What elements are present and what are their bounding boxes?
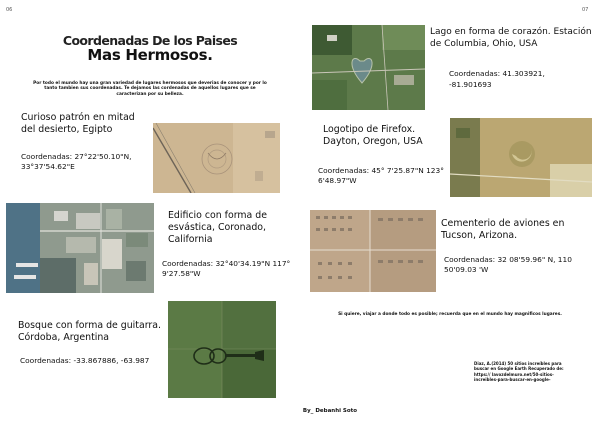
tucson-coords: Coordenadas: 32 08'59.96" N, 110 50'09.03 'W bbox=[444, 255, 572, 274]
closing-text: Si quiere, viajar a donde todo es posible; recuerda que en el mundo hay magnificos lugares. bbox=[338, 312, 562, 317]
cordoba-title: Bosque con forma de guitarra. Córdoba, Argentina bbox=[18, 320, 161, 343]
page-subtitle: Mas Hermosos. bbox=[87, 46, 213, 64]
egypt-coords: Coordenadas: 27°22'50.10"N, 33°37'54.62"E bbox=[21, 152, 132, 171]
egypt-title: Curioso patrón en mitad del desierto, Egipto bbox=[21, 112, 135, 135]
page-number-right: 07 bbox=[582, 7, 589, 13]
heart-lake-photo bbox=[312, 25, 425, 110]
tucson-title: Cementerio de aviones en Tucson, Arizona. bbox=[441, 218, 565, 241]
coronado-building-photo bbox=[6, 203, 154, 293]
egypt-desert-photo bbox=[153, 123, 280, 193]
firefox-logo-photo bbox=[450, 118, 592, 197]
ohio-title: Lago en forma de corazón. Estación de Columbia, Ohio, USA bbox=[430, 27, 592, 49]
ohio-coords: Coordenadas: 41.303921, -81.901693 bbox=[449, 69, 545, 89]
author-credit: By_ Debanhi Soto bbox=[302, 408, 358, 414]
cordoba-coords: Coordenadas: -33.867886, -63.987 bbox=[20, 356, 150, 365]
coronado-coords: Coordenadas: 32°40'34.19"N 117° 9'27.58"W bbox=[162, 259, 291, 278]
airplane-cemetery-photo bbox=[310, 210, 436, 292]
guitar-forest-photo bbox=[168, 301, 276, 398]
page-number-left: 06 bbox=[6, 7, 13, 13]
firefox-coords: Coordenadas: 45° 7'25.87"N 123° 6'48.97"W bbox=[318, 166, 444, 185]
citation-text: Diaz, A.(2014) 50 sitios increíbles para buscar en Google Earth Recuperado de: https:// lavozdelmuro.net/50-sitios-increibles-para-buscar-en-google- bbox=[474, 361, 564, 383]
page-title: Coordenadas De los Paises bbox=[62, 33, 238, 48]
coronado-title: Edificio con forma de esvástica, Coronado, California bbox=[168, 210, 267, 245]
intro-text: Por todo el mundo hay una gran variedad de lugares hermosos que deverias de conocer y por lo tanto tambien sus coordenadas. Te dejamos las cordenadas de aquellos lugares que se caracterizan por su belleza. bbox=[33, 81, 267, 97]
firefox-title: Logotipo de Firefox. Dayton, Oregon, USA bbox=[323, 124, 423, 147]
